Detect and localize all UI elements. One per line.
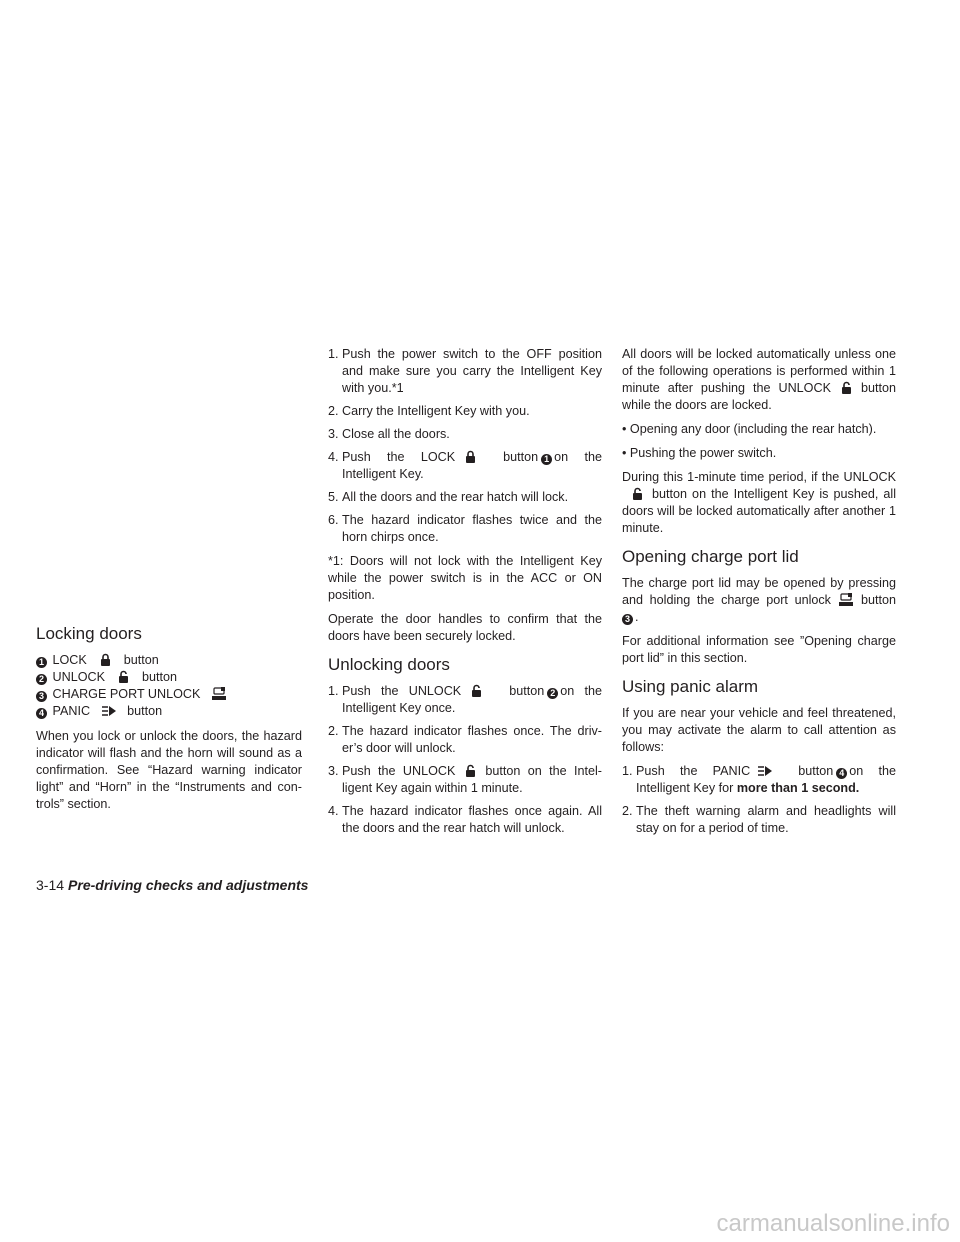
unlocking-steps: [328, 683, 602, 837]
legend-suffix: button: [141, 670, 177, 684]
list-item: 1. Push the PANIC button 4 on the Intelligent Key for more than 1 second.: [622, 764, 896, 795]
legend-suffix: button: [127, 704, 163, 718]
legend-suffix: button: [123, 653, 159, 667]
page-number: 3-14: [36, 877, 65, 893]
list-item: 1. Push the UNLOCK button 2 on the Intelligent Key once.: [328, 684, 603, 715]
callout-number: 4: [36, 708, 47, 719]
callout-number: 1: [36, 657, 47, 668]
callout-number: 1: [541, 454, 552, 465]
chapter-title: Pre-driving checks and adjustments: [68, 877, 309, 893]
list-item: 3. Close all the doors.: [328, 427, 450, 441]
charge-port-hold-icon: [208, 687, 230, 701]
list-item: 6. The hazard indicator flashes twice and the horn chirps once.: [328, 513, 602, 544]
callout-number: 2: [36, 674, 47, 685]
operate-paragraph: Operate the door handles to confirm that the doors have been securely locked.: [328, 612, 602, 643]
unlock-icon: [835, 381, 857, 395]
legend-label: CHARGE PORT UNLOCK: [52, 687, 201, 701]
list-item: 4. The hazard indicator flashes once again. All the doors and the rear hatch will unlock.: [328, 804, 602, 835]
auto-lock-paragraph: All doors will be locked automatically unless one of the following operations is performed within 1 minute after pushing the UNLOCK button while the doors are locked.: [622, 347, 896, 412]
charge-port-more: For additional information see ”Opening charge port lid” in this section.: [622, 634, 896, 665]
charge-port-heading: Opening charge port lid: [622, 547, 799, 566]
callout-number: 2: [547, 688, 558, 699]
legend-label: LOCK: [52, 653, 87, 667]
during-paragraph: During this 1-minute time period, if the UNLOCK button on the Intelligent Key is pushed, all doors will be locked automatically after another 1 minute.: [622, 470, 896, 535]
unlock-icon: [459, 764, 481, 778]
unlocking-doors-heading: Unlocking doors: [328, 655, 450, 674]
charge-port-paragraph: The charge port lid may be opened by pressing and holding the charge port unlock button 3 .: [622, 576, 896, 624]
bullet-item: • Opening any door (including the rear hatch).: [622, 422, 877, 436]
bullet-item: • Pushing the power switch.: [622, 446, 777, 460]
legend-label: PANIC: [52, 704, 91, 718]
unlock-icon: [626, 487, 648, 501]
locking-doors-heading: Locking doors: [36, 624, 142, 643]
watermark: carmanualsonline.info: [716, 1210, 950, 1237]
column-middle: [328, 346, 602, 844]
panic-alarm-heading: Using panic alarm: [622, 677, 759, 696]
panic-icon: [754, 764, 776, 778]
legend-label: UNLOCK: [52, 670, 105, 684]
unlock-icon: [112, 670, 134, 684]
list-item: 2. The theft warning alarm and headlights will stay on for a period of time.: [622, 804, 896, 835]
callout-number: 3: [36, 691, 47, 702]
list-item: 2. The hazard indicator flashes once. The driv-er’s door will unlock.: [328, 724, 602, 755]
hazard-paragraph: When you lock or unlock the doors, the hazard indicator will flash and the horn will sound as a confirmation. See “Hazard warning indicator light” and “Horn” in the “Instruments and con-trols” section.: [36, 729, 302, 811]
lock-icon: [94, 653, 116, 667]
legend-item-charge-port: [36, 686, 302, 703]
charge-port-hold-icon: [835, 593, 857, 607]
locking-steps: [328, 346, 602, 546]
button-legend: [36, 652, 302, 720]
list-item: 3. Push the UNLOCK button on the Intel-ligent Key again within 1 minute.: [328, 764, 602, 795]
list-item: 4. Push the LOCK button 1 on the Intelligent Key.: [328, 450, 602, 481]
list-item: 5. All the doors and the rear hatch will lock.: [328, 490, 569, 504]
lock-icon: [459, 450, 481, 464]
column-left: [36, 624, 302, 820]
column-right: [622, 346, 896, 844]
note-paragraph: *1: Doors will not lock with the Intelligent Key while the power switch is in the ACC or ON position.: [328, 554, 602, 602]
unlock-icon: [465, 684, 487, 698]
legend-item-panic: [36, 703, 302, 720]
list-item: 1. Push the power switch to the OFF position and make sure you carry the Intelligent Key with you.*1: [328, 347, 602, 395]
page-footer: [36, 877, 308, 893]
panic-icon: [98, 704, 120, 718]
legend-item-unlock: [36, 669, 302, 686]
list-item: 2. Carry the Intelligent Key with you.: [328, 404, 530, 418]
legend-item-lock: [36, 652, 302, 669]
callout-number: 3: [622, 614, 633, 625]
panic-intro: If you are near your vehicle and feel threatened, you may activate the alarm to call attention as follows:: [622, 706, 896, 754]
callout-number: 4: [836, 768, 847, 779]
panic-steps: [622, 763, 896, 837]
